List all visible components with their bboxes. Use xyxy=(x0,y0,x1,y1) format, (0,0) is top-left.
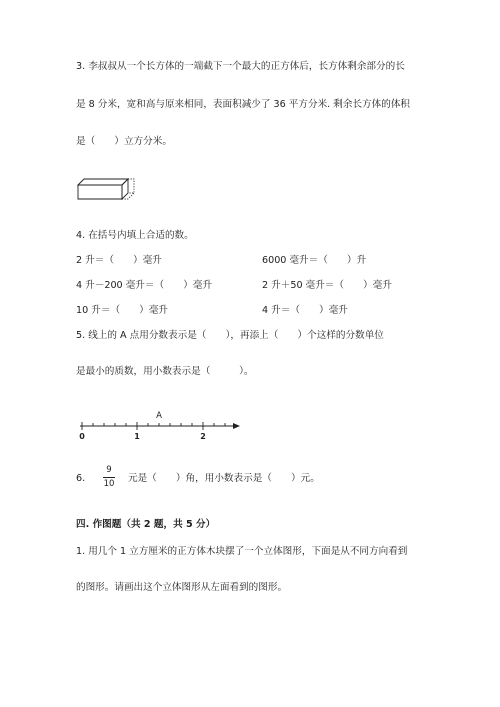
tick-label-0: 0 xyxy=(79,432,85,441)
q6-text: 元是（ ）角，用小数表示是（ ）元。 xyxy=(128,473,320,484)
q6-fraction-denominator: 10 xyxy=(103,478,115,489)
number-line-arrow-icon xyxy=(233,423,240,429)
q4-item-6: 4 升＝（ ）毫升 xyxy=(262,305,348,316)
q3-line-2: 是 8 分米，宽和高与原来相同，表面积减少了 36 平方分米. 剩余长方体的体积 xyxy=(76,99,411,110)
q6-fraction xyxy=(100,466,118,488)
section-4-heading: 四. 作图题（共 2 题，共 5 分） xyxy=(76,519,216,530)
q4-title: 4. 在括号内填上合适的数。 xyxy=(76,230,194,241)
section-4-q1-line-1: 1. 用几个 1 立方厘米的正方体木块摆了一个立体图形，下面是从不同方向看到 xyxy=(76,546,408,557)
section-4-q1-line-2: 的图形。请画出这个立体图形从左面看到的图形。 xyxy=(76,582,288,593)
number-line xyxy=(74,408,244,442)
q4-item-1: 2 升＝（ ）毫升 xyxy=(76,255,162,266)
q3-line-3: 是（ ）立方分米。 xyxy=(76,136,172,147)
q5-line-1: 5. 线上的 A 点用分数表示是（ ），再添上（ ）个这样的分数单位 xyxy=(76,330,384,341)
q4-item-5: 10 升＝（ ）毫升 xyxy=(76,305,169,316)
tick-label-1: 1 xyxy=(134,432,140,441)
q4-item-4: 2 升＋50 毫升＝（ ）毫升 xyxy=(262,280,392,291)
q6-label: 6. xyxy=(76,473,86,484)
point-a-label: A xyxy=(156,411,162,421)
q6-fraction-numerator: 9 xyxy=(106,465,112,475)
q4-item-2: 6000 毫升＝（ ）升 xyxy=(262,255,367,266)
tick-label-2: 2 xyxy=(200,432,206,441)
q4-item-3: 4 升－200 毫升＝（ ）毫升 xyxy=(76,280,213,291)
q3-line-1: 3. 李叔叔从一个长方体的一端截下一个最大的正方体后，长方体剩余部分的长 xyxy=(76,61,405,72)
cuboid-figure xyxy=(74,175,144,205)
q5-line-2: 是最小的质数，用小数表示是（ ）。 xyxy=(76,366,254,377)
